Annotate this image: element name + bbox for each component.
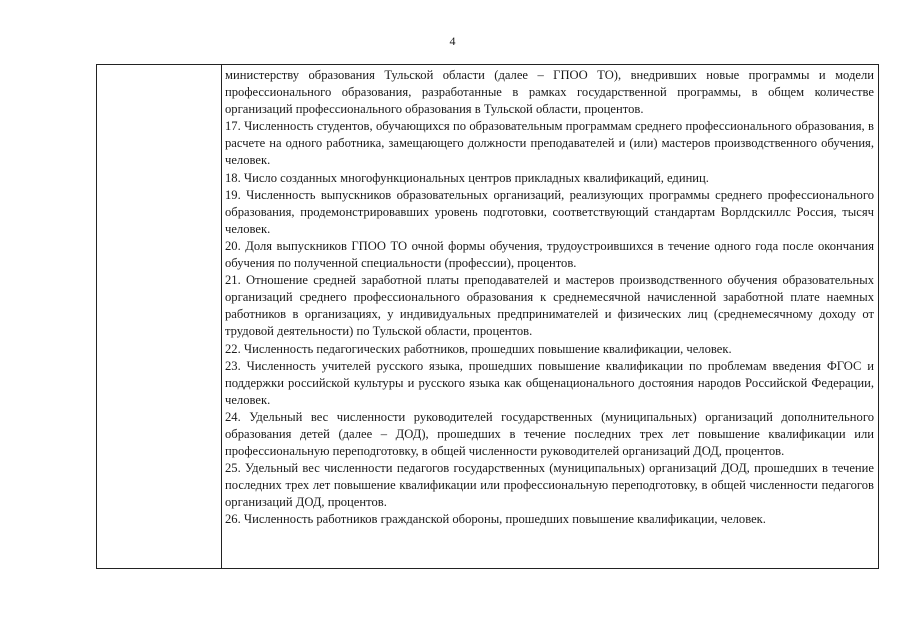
indicator-17: 17. Численность студентов, обучающихся по образовательным программам среднего профессионального образования, в расчете на одного работника, замещающего должности преподавателей и (или) мастеров производственного обучения, человек.: [225, 119, 874, 168]
indicator-23: 23. Численность учителей русского языка, прошедших повышение квалификации по проблемам введения ФГОС и поддержки российской культуры и русского языка как общенационального достояния народов Российской Федерации, человек.: [225, 358, 874, 407]
indicator-20: 20. Доля выпускников ГПОО ТО очной формы обучения, трудоустроившихся в течение одного года после окончания обучения по полученной специальности (профессии), процентов.: [225, 238, 874, 271]
indicator-18: 18. Число созданных многофункциональных центров прикладных квалификаций, единиц.: [225, 170, 709, 185]
table-row: [97, 65, 879, 569]
table-cell-indicators: [222, 65, 879, 569]
table-cell-empty: [97, 65, 222, 569]
indicators-table: [96, 64, 879, 569]
page-number: 4: [449, 34, 456, 48]
indicator-21: 21. Отношение средней заработной платы преподавателей и мастеров производственного обучения образовательных организаций среднего профессионального образования к среднемесячной начисленной заработной плате наемных работников в организациях, у индивидуальных предпринимателей и физических лиц (среднемесячному доходу от трудовой деятельности) по Тульской области, процентов.: [225, 273, 874, 339]
indicator-26: 26. Численность работников гражданской обороны, прошедших повышение квалификации, человек.: [225, 512, 766, 527]
indicator-24: 24. Удельный вес численности руководителей государственных (муниципальных) организаций дополнительного образования детей (далее – ДОД), прошедших в течение последних трех лет повышение квалификации или профессиональную переподготовку, в общей численности руководителей организаций ДОД, процентов.: [225, 409, 874, 459]
indicator-continuation: министерству образования Тульской области (далее – ГПОО ТО), внедривших новые программы и модели профессионального образования, разработанные в рамках государственной программы, в общем количестве организаций профессионального образования в Тульской области, процентов.: [225, 68, 874, 117]
indicator-19: 19. Численность выпускников образовательных организаций, реализующих программы среднего профессионального образования, продемонстрировавших уровень подготовки, соответствующий стандартам Ворлдскиллс Россия, тысяч человек.: [225, 187, 874, 236]
indicator-22: 22. Численность педагогических работников, прошедших повышение квалификации, человек.: [225, 341, 732, 356]
indicator-25: 25. Удельный вес численности педагогов государственных (муниципальных) организаций ДОД, прошедших в течение последних трех лет повышение квалификации или профессиональную переподготовку, в общей численности педагогов организаций ДОД, процентов.: [225, 461, 874, 510]
